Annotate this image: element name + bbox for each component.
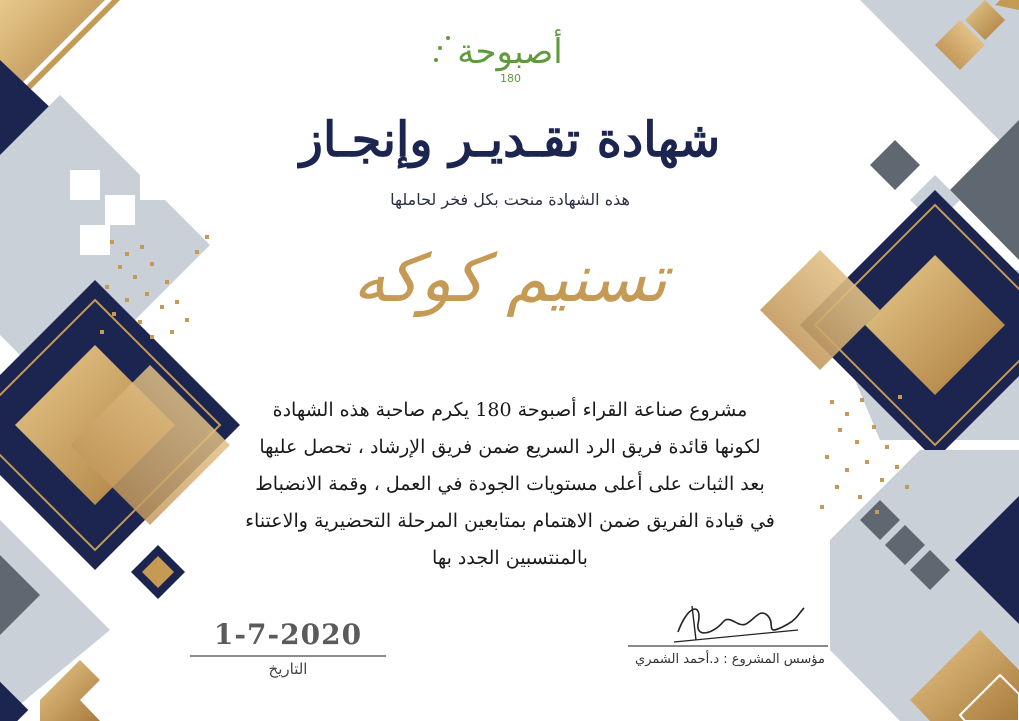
founder-label: مؤسس المشروع : د.أحمد الشمري (635, 652, 825, 667)
date-label: التاريخ (268, 660, 308, 678)
recipient-name: تسنيم كوكه (352, 240, 668, 317)
body-line: لكونها قائدة فريق الرد السريع ضمن فريق الإرشاد ، تحصل عليها (259, 436, 761, 458)
certificate-title: شهادة تقـديـر وإنجـاز (299, 112, 721, 168)
body-line: بعد الثبات على أعلى مستويات الجودة في العمل ، وقمة الانضباط (255, 473, 765, 495)
handwritten-signature (668, 594, 808, 650)
certificate-body (230, 392, 790, 577)
left-ornament (0, 0, 240, 721)
body-line: مشروع صناعة القراء أصبوحة 180 يكرم صاحبة هذه الشهادة (272, 399, 748, 421)
logo-number: 180 (500, 72, 521, 85)
certificate-subtitle: هذه الشهادة منحت بكل فخر لحاملها (390, 190, 630, 209)
date-divider (190, 655, 386, 657)
body-line: في قيادة الفريق ضمن الاهتمام بمتابعين المرحلة التحضيرية والاعتناء (245, 510, 775, 532)
logo-wordmark: أصبوحة (457, 32, 563, 72)
date-value: 1-7-2020 (213, 618, 363, 651)
brand-logo (430, 28, 590, 88)
signature-divider (628, 645, 828, 647)
body-line: بالمنتسبين الجدد بها (432, 547, 588, 569)
